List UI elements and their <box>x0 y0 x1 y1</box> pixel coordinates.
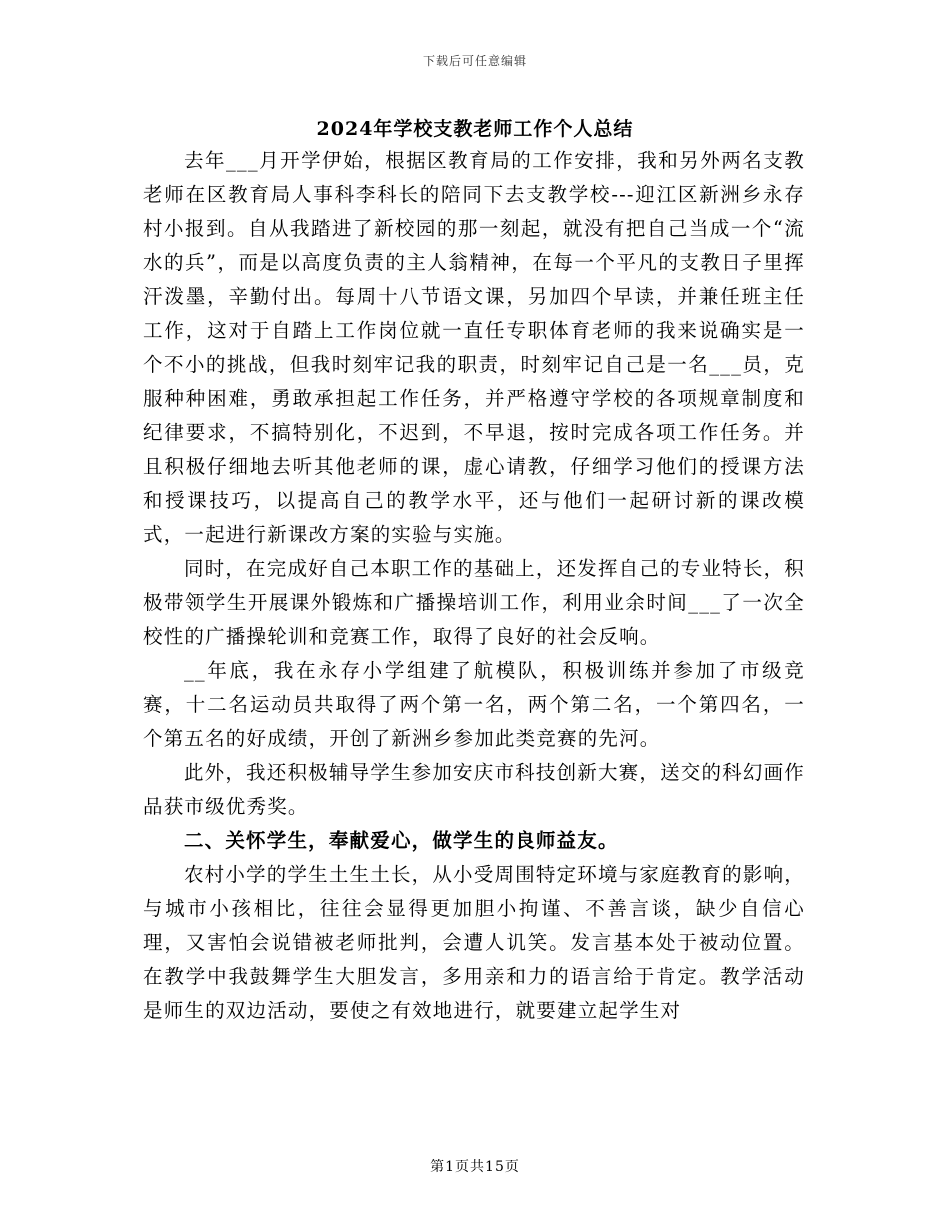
paragraph-4: 此外，我还积极辅导学生参加安庆市科技创新大赛，送交的科幻画作品获市级优秀奖。 <box>143 761 805 818</box>
paragraph-3: __年底，我在永存小学组建了航模队，积极训练并参加了市级竞赛，十二名运动员共取得了两个第一名，两个第二名，一个第四名，一个第五名的好成绩，开创了新洲乡参加此类竞赛的先河。 <box>143 659 805 750</box>
page-number-footer: 第1页共15页 <box>430 1159 520 1175</box>
section-paragraph: 农村小学的学生土生土长，从小受周围特定环境与家庭教育的影响，与城市小孩相比，往往会显得更加胆小拘谨、不善言谈，缺少自信心理，又害怕会说错被老师批判，会遭人讥笑。发言基本处于被动位置。在教学中我鼓舞学生大胆发言，多用亲和力的语言给于肯定。教学活动是师生的双边活动，要使之有效地进行，就要建立起学生对 <box>143 863 805 1022</box>
section-heading: 二、关怀学生，奉献爱心，做学生的良师益友。 <box>183 829 619 852</box>
paragraph-2: 同时，在完成好自己本职工作的基础上，还发挥自己的专业特长，积极带领学生开展课外锻炼和广播操培训工作，利用业余时间___了一次全校性的广播操轮训和竞赛工作，取得了良好的社会反响。 <box>143 557 805 648</box>
paragraph-1: 去年___月开学伊始，根据区教育局的工作安排，我和另外两名支教老师在区教育局人事科李科长的陪同下去支教学校---迎江区新洲乡永存村小报到。自从我踏进了新校园的那一刻起，就没有把自己当成一个“流水的兵”，而是以高度负责的主人翁精神，在每一个平凡的支教日子里挥汗泼墨，辛勤付出。每周十八节语文课，另加四个早读，并兼任班主任工作，这对于自踏上工作岗位就一直任专职体育老师的我来说确实是一个不小的挑战，但我时刻牢记我的职责，时刻牢记自己是一名___员，克服种种困难，勇敢承担起工作任务，并严格遵守学校的各项规章制度和纪律要求，不搞特别化，不迟到，不早退，按时完成各项工作任务。并且积极仔细地去听其他老师的课，虚心请教，仔细学习他们的授课方法和授课技巧，以提高自己的教学水平，还与他们一起研讨新的课改模式，一起进行新课改方案的实验与实施。 <box>143 149 805 546</box>
document-title: 2024年学校支教老师工作个人总结 <box>316 118 634 140</box>
document-body <box>143 144 805 1028</box>
header-note: 下载后可任意编辑 <box>422 54 527 68</box>
